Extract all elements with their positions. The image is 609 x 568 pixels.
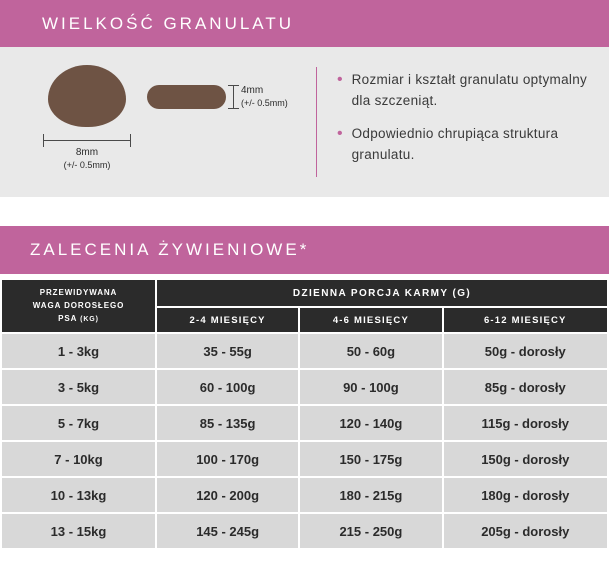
row-portion-2-4: 60 - 100g — [157, 370, 298, 404]
row-weight: 3 - 5kg — [2, 370, 155, 404]
weight-header-line3: PSA (KG) — [58, 314, 99, 323]
row-portion-2-4: 145 - 245g — [157, 514, 298, 548]
feeding-recommendations-title: ZALECENIA ŻYWIENIOWE* — [30, 240, 310, 259]
table-row — [2, 406, 607, 440]
row-portion-6-12: 85g - dorosły — [444, 370, 607, 404]
list-item — [337, 123, 592, 165]
width-dimension-line — [43, 140, 131, 141]
row-portion-2-4: 120 - 200g — [157, 478, 298, 512]
table-row — [2, 370, 607, 404]
row-portion-4-6: 50 - 60g — [300, 334, 441, 368]
height-tolerance: (+/- 0.5mm) — [241, 98, 288, 108]
row-portion-6-12: 205g - dorosły — [444, 514, 607, 548]
granule-size-header — [0, 0, 609, 47]
row-portion-4-6: 150 - 175g — [300, 442, 441, 476]
granule-size-section — [0, 0, 609, 197]
bullet-dot-icon: • — [337, 71, 343, 88]
height-value: 4mm — [241, 85, 264, 96]
feeding-table — [0, 278, 609, 550]
row-portion-4-6: 120 - 140g — [300, 406, 441, 440]
granule-size-title: WIELKOŚĆ GRANULATU — [42, 13, 295, 33]
row-portion-4-6: 180 - 215g — [300, 478, 441, 512]
row-portion-4-6: 215 - 250g — [300, 514, 441, 548]
row-portion-2-4: 35 - 55g — [157, 334, 298, 368]
table-row — [2, 334, 607, 368]
row-weight: 13 - 15kg — [2, 514, 155, 548]
age-column-header-1: 2-4 MIESIĘCY — [157, 308, 298, 332]
weight-header-line2: WAGA DOROSŁEGO — [32, 301, 125, 310]
weight-header-line1: PRZEWIDYWANA — [39, 288, 118, 297]
feeding-recommendations-section — [0, 226, 609, 550]
daily-portion-header: DZIENNA PORCJA KARMY (G) — [157, 280, 607, 306]
table-header-row — [2, 280, 607, 306]
row-portion-2-4: 85 - 135g — [157, 406, 298, 440]
bullet-text: Rozmiar i kształt granulatu optymalny dla szczeniąt. — [351, 72, 588, 108]
kibble-side-view-icon — [147, 85, 226, 109]
table-row — [2, 478, 607, 512]
vertical-divider — [316, 67, 317, 177]
list-item — [337, 69, 592, 111]
width-value: 8mm — [75, 147, 99, 158]
weight-column-header — [2, 280, 155, 332]
granule-size-panel — [0, 47, 609, 197]
row-portion-6-12: 180g - dorosły — [444, 478, 607, 512]
row-weight: 5 - 7kg — [2, 406, 155, 440]
row-weight: 1 - 3kg — [2, 334, 155, 368]
row-weight: 10 - 13kg — [2, 478, 155, 512]
row-weight: 7 - 10kg — [2, 442, 155, 476]
height-dimension-label — [241, 84, 288, 110]
kibble-top-view-icon — [48, 65, 126, 127]
bullet-text: Odpowiednio chrupiąca struktura granulatu. — [351, 126, 559, 162]
feeding-recommendations-header — [0, 226, 609, 274]
age-column-header-3: 6-12 MIESIĘCY — [444, 308, 607, 332]
age-column-header-2: 4-6 MIESIĘCY — [300, 308, 441, 332]
row-portion-4-6: 90 - 100g — [300, 370, 441, 404]
weight-header-unit: (KG) — [80, 316, 99, 323]
row-portion-6-12: 115g - dorosły — [444, 406, 607, 440]
table-row — [2, 442, 607, 476]
bullet-dot-icon: • — [337, 125, 343, 142]
width-dimension-label — [43, 146, 131, 172]
table-row — [2, 514, 607, 548]
row-portion-6-12: 150g - dorosły — [444, 442, 607, 476]
height-dimension-line — [233, 85, 234, 109]
width-tolerance: (+/- 0.5mm) — [63, 160, 111, 170]
row-portion-2-4: 100 - 170g — [157, 442, 298, 476]
granule-bullet-list — [337, 69, 592, 177]
row-portion-6-12: 50g - dorosły — [444, 334, 607, 368]
